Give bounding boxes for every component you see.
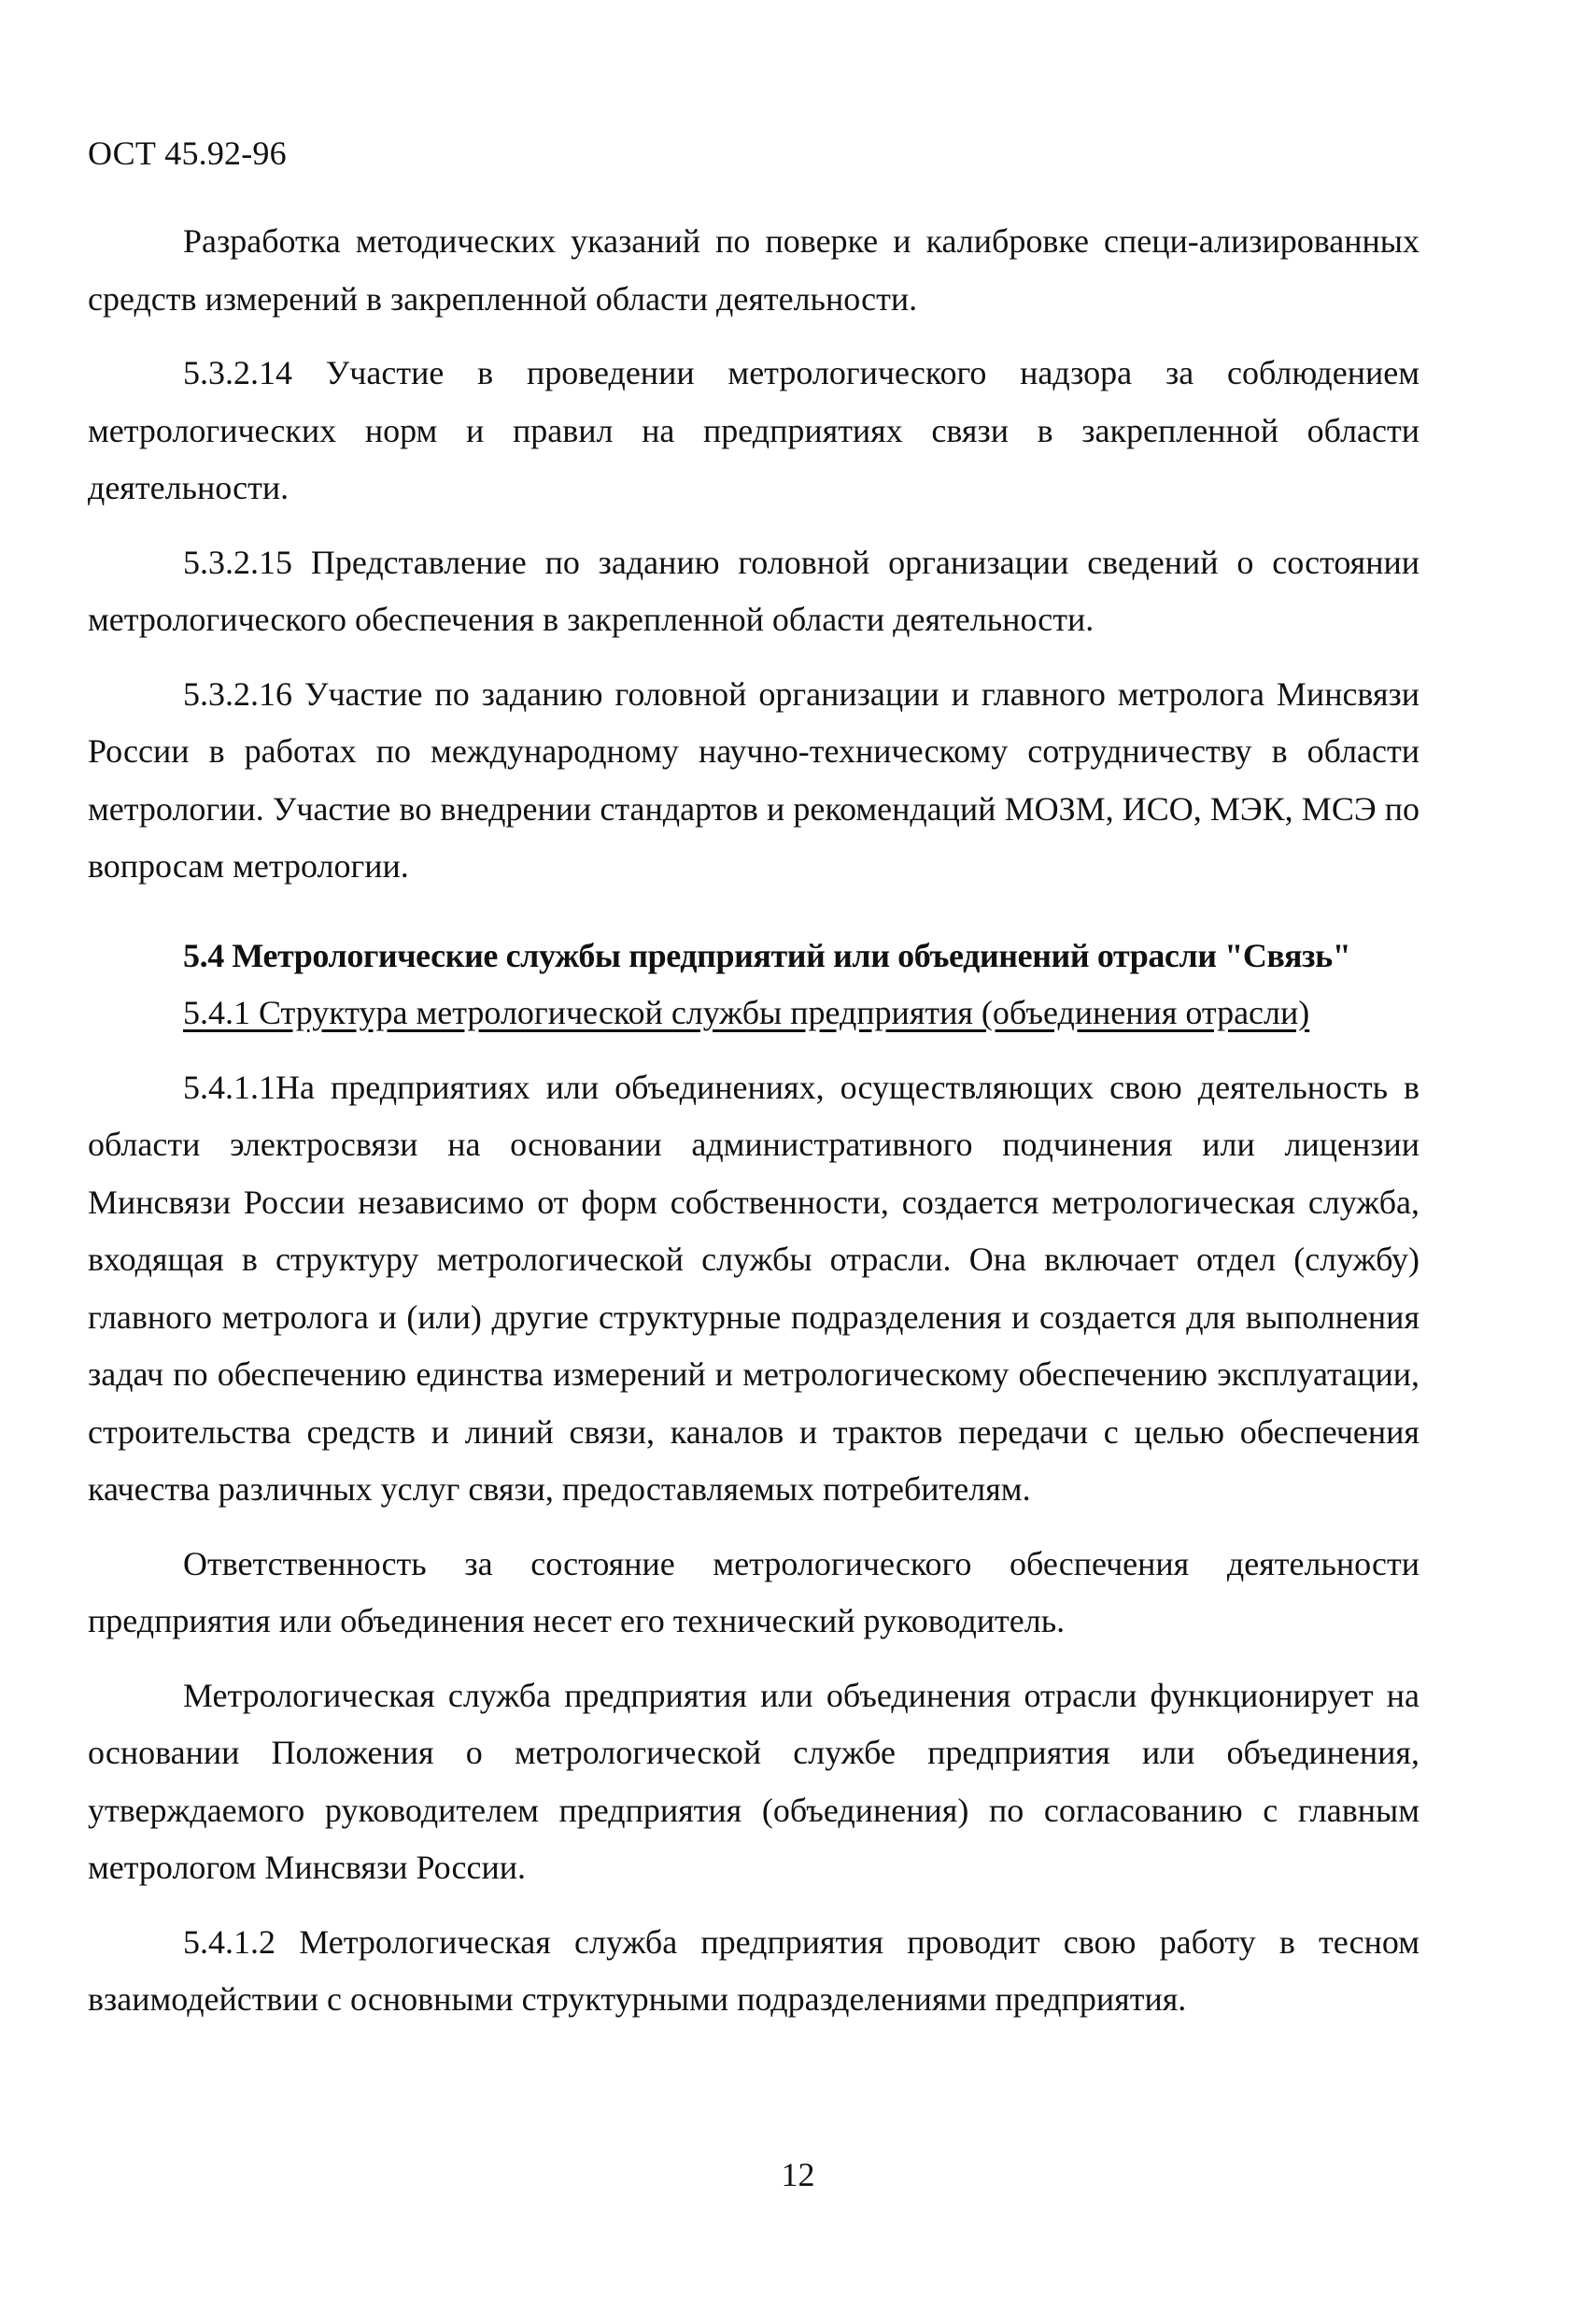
paragraph-5-4-1-1: 5.4.1.1На предприятиях или объединениях, осуществляющих свою деятельность в области электросвязи на основании административного подчинения или лицензии Минсвязи России независимо от форм собственности, создается метрологическая служба, входящая в структуру метрологической службы отрасли. Она включает отдел (службу) главного метролога и (или) другие структурные подразделения и создается для выполнения задач по обеспечению единства измерений и метрологическому обеспечению эксплуатации, строительства средств и линий связи, каналов и трактов передачи с целью обеспечения качества различных услуг связи, предоставляемых потребителям. bbox=[88, 1068, 1419, 1508]
paragraph-responsibility: Ответственность за состояние метрологического обеспечения деятельности предприятия или объединения несет его технический руководитель. bbox=[88, 1544, 1419, 1639]
document-header: ОСТ 45.92-96 bbox=[88, 135, 287, 172]
subsection-heading-5-4-1: 5.4.1 Структура метрологической службы предприятия (объединения отрасли) bbox=[183, 994, 1310, 1031]
page-number: 12 bbox=[781, 2156, 815, 2193]
paragraph-metrology-service-functions: Метрологическая служба предприятия или объединения отрасли функционирует на основании Положения о метрологической службе предприятия или объединения, утверждаемого руководителем предприятия (объединения) по согласованию с главным метрологом Минсвязи России. bbox=[88, 1676, 1419, 1886]
section-heading-5-4: 5.4 Метрологические службы предприятий или объединений отрасли "Связь" bbox=[183, 936, 1351, 974]
paragraph-5-3-2-16: 5.3.2.16 Участие по заданию головной организации и главного метролога Минсвязи России в работах по международному научно-техническому сотрудничеству в области метрологии. Участие во внедрении стандартов и рекомендаций МОЗМ, ИСО, МЭК, МСЭ по вопросам метрологии. bbox=[88, 674, 1419, 885]
paragraph-5-3-2-15: 5.3.2.15 Представление по заданию головной организации сведений о состоянии метрологического обеспечения в закрепленной области деятельности. bbox=[88, 543, 1419, 638]
paragraph-development-methods: Разработка методических указаний по поверке и калибровке специ-ализированных средств измерений в закрепленной области деятельности. bbox=[88, 222, 1419, 318]
paragraph-5-3-2-14: 5.3.2.14 Участие в проведении метрологического надзора за соблюдением метрологических норм и правил на предприятиях связи в закрепленной области деятельности. bbox=[88, 354, 1419, 506]
document-body bbox=[88, 213, 1419, 2029]
paragraph-5-4-1-2: 5.4.1.2 Метрологическая служба предприятия проводит свою работу в тесном взаимодействии с основными структурными подразделениями предприятия. bbox=[88, 1922, 1419, 2018]
